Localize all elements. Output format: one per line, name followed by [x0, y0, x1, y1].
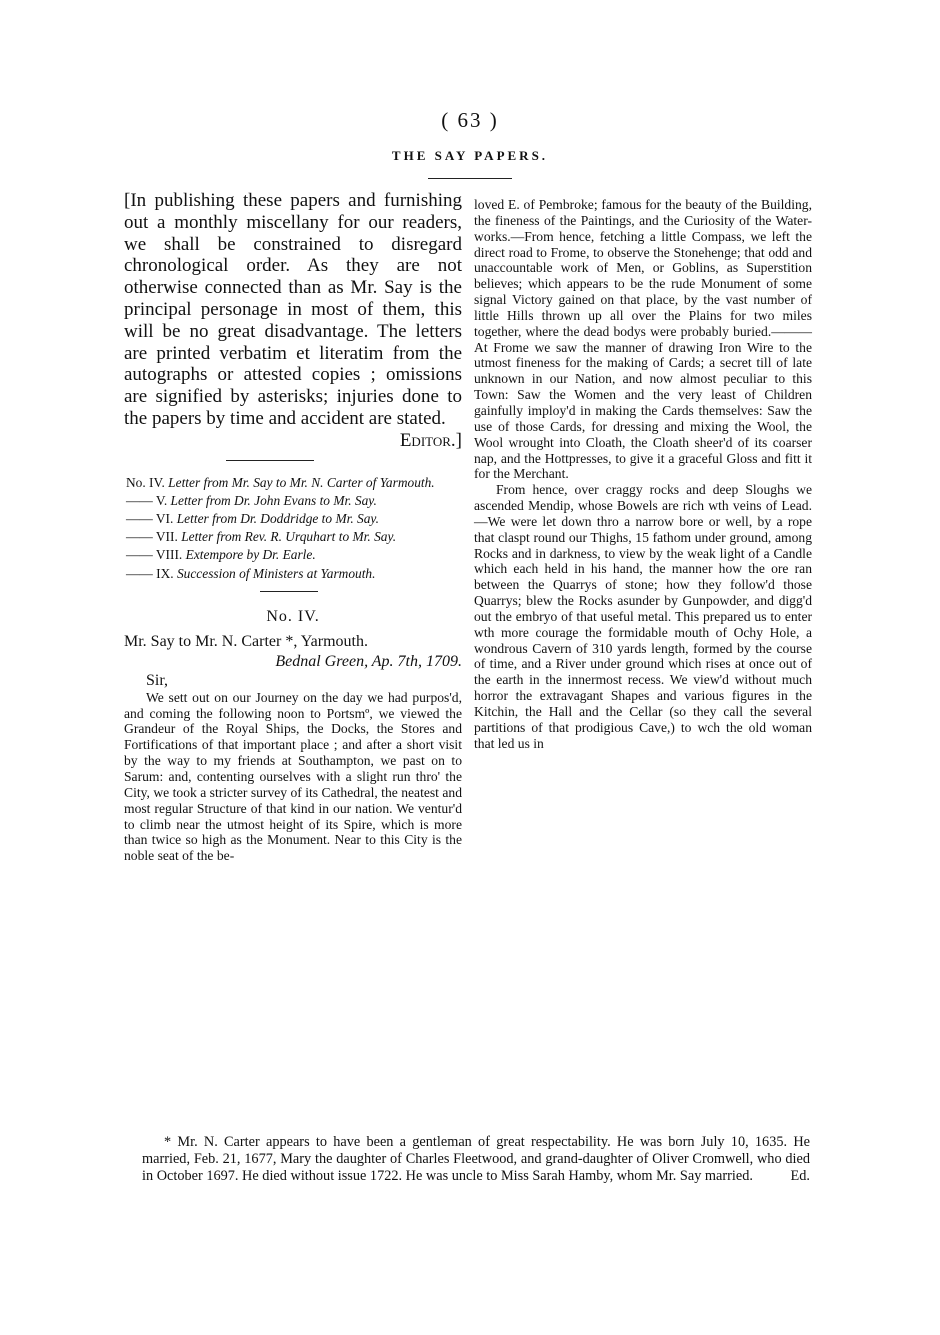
letter-list-title: Letter from Mr. Say to Mr. N. Carter of Yarmouth. — [168, 474, 435, 490]
letter-list-title: Letter from Rev. R. Urquhart to Mr. Say. — [181, 529, 397, 545]
letter-list-title: Extempore by Dr. Earle. — [185, 547, 316, 563]
letter-body-right-2: From hence, over craggy rocks and deep Sloughs we ascended Mendip, whose Bowels are rich wth veins of Lead.—We were let down thro a narrow bore or well, by a rope that claspt round our Thighs, 15 fathom under ground, among Rocks and in darkness, to view by the weak light of a Candle which each held in his hand, the manner how the ore ran between the Quarrys of stone; how they follow'd those Quarrys; blew the Rocks asunder by Gunpowder, and digg'd out the embryo of that useful metal. This prepared us to enter wth more courage the formidable mouth of Ochy Hole, a wondrous Cavern of 310 yards length, formed by the course of time, and a River under ground which rises at once out of the earth in the innermost recess. We view'd without much horror the extravagant Shapes and various figures in the Kitchin, the Hall and the Cellar (so they call the several partitions of that prodigious Cave,) to wch the old woman that led us in — [474, 482, 812, 751]
letter-body-left: We sett out on our Journey on the day we had purpos'd, and coming the following noon to Portsmº, we viewed the Grandeur of the Royal Ships, the Docks, the Stores and Fortifications of that important place ; and after a short visit by the way to my friends at Southampton, we past on to Sarum: and, contenting ourselves with a slight run thro' the City, we took a stricter survey of its Cathedral, the neatest and most regular Structure of that kind in our nation. We ventur'd to climb near the utmost height of its Spire, which is more than twice so high as the Monument. Near to this City is the noble seat of the be- — [124, 689, 462, 864]
letter-address: Mr. Say to Mr. N. Carter *, Yarmouth. — [124, 632, 368, 650]
letter-list-number: —— V. — [126, 492, 168, 508]
list-rule — [260, 591, 318, 592]
letter-list-title: Succession of Ministers at Yarmouth. — [176, 565, 376, 581]
letter-list-item — [126, 511, 462, 526]
editor-signature: Editor.] — [399, 429, 462, 451]
intro-text: [In publishing these papers and furnishing out a monthly miscellany for our readers, we shall be constrained to disregard chronological order. As they are not otherwise connected than as Mr. Say is the principal personage in most of them, this will be no great disadvantage. The letters are printed verbatim et literatim from the autographs or attested copies ; omissions are signified by asterisks; injuries done to the papers by time and accident are stated. — [124, 190, 462, 429]
letter-list-item — [126, 475, 462, 490]
letter-list-title: Letter from Dr. Doddridge to Mr. Say. — [176, 510, 379, 526]
letter-body-right-1: loved E. of Pembroke; famous for the beauty of the Building, the fineness of the Paintings, and the Curiosity of the Water-works.—From hence, fetching a little Compass, we left the direct road to Frome, to observe the Stonehenge; that odd and unaccountable work of Men, or Goblins, as Superstition believes; which appears to be the rude Monument of some signal Victory gained on that place, by the vast number of little Hills thrown up all over the Plains for two miles together, where the dead bodys were probably buried.———At Frome we saw the manner of drawing Iron Wire to the utmost fineness for the making of Cards; a secret till of late unknown in our Nation, and now almost peculiar to this Town: Saw the Women and the very least of Children gainfully imploy'd in making the Cards themselves: Saw the use of those Cards, for dressing and mixing the Wool, the Wool wrought into Cloath, the Cloath sheer'd of its coarser nap, and the Hottpresses, to give it a graceful Gloss and fitt it for the Merchant. — [474, 197, 812, 482]
editor-intro — [124, 190, 462, 451]
letter-list-title: Letter from Dr. John Evans to Mr. Say. — [170, 492, 377, 508]
letter-dateline: Bednal Green, Ap. 7th, 1709. — [275, 652, 462, 670]
letter-list-number: No. IV. — [126, 474, 165, 490]
running-title: THE SAY PAPERS. — [391, 148, 549, 163]
letter-salutation: Sir, — [146, 671, 169, 689]
letter-list-item — [126, 529, 462, 544]
page-number: ( 63 ) — [441, 108, 499, 132]
letter-list-number: —— VI. — [126, 510, 174, 526]
letter-list-item — [126, 493, 462, 508]
footnote-text: * Mr. N. Carter appears to have been a gentleman of great respectability. He was born July 10, 1635. He married, Feb. 21, 1677, Mary the daughter of Charles Fleetwood, and grand-daughter of Oliver Cromwell, who died in October 1697. He died without issue 1722. He was uncle to Miss Sarah Hamby, whom Mr. Say married. — [142, 1134, 810, 1184]
intro-rule — [226, 460, 314, 461]
title-rule — [428, 178, 512, 179]
right-column — [474, 197, 812, 752]
letter-list-item — [126, 547, 462, 562]
letter-list — [126, 475, 462, 581]
letter-list-number: —— VIII. — [126, 547, 183, 563]
letter-list-item — [126, 566, 462, 581]
footnote — [142, 1134, 810, 1185]
letter-list-number: —— IX. — [126, 565, 174, 581]
letter-heading: No. IV. — [266, 607, 320, 625]
letter-list-number: —— VII. — [126, 529, 178, 545]
left-column — [124, 190, 462, 864]
footnote-signature: Ed. — [790, 1168, 810, 1184]
